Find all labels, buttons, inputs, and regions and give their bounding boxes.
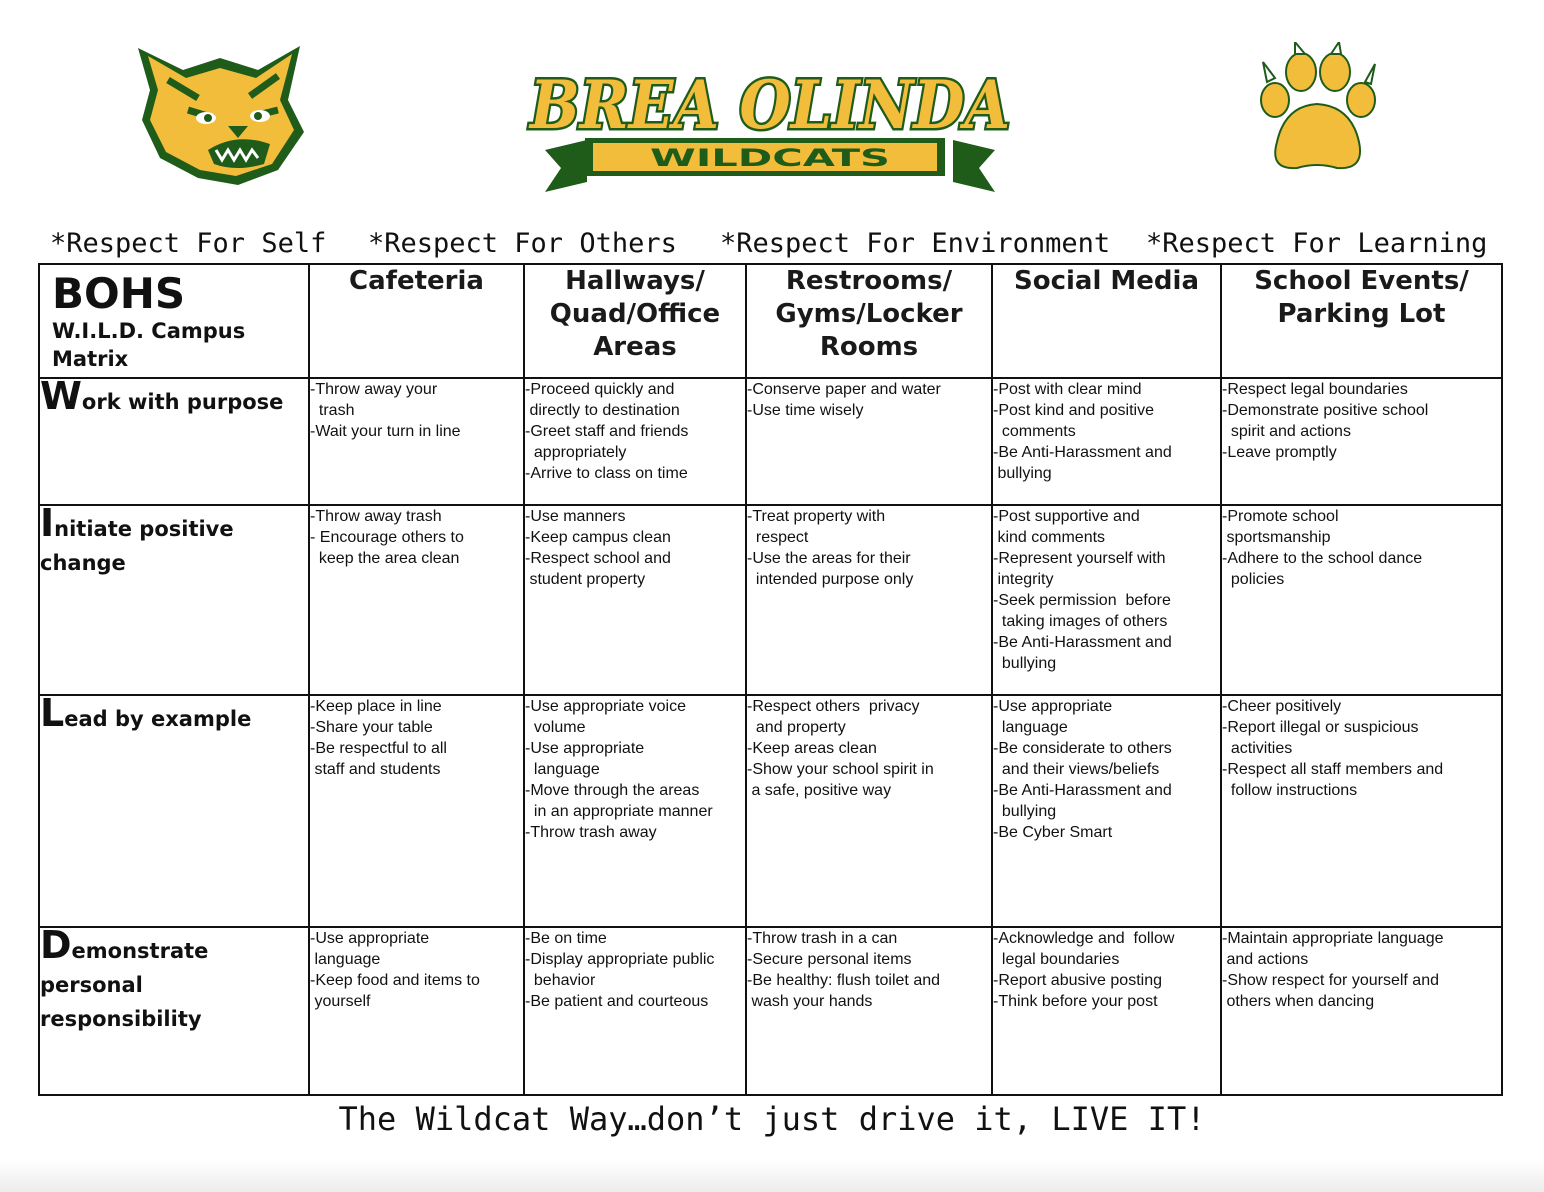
cell-text-line: and their views/beliefs: [993, 761, 1160, 778]
matrix-cell: [746, 505, 992, 695]
cell-text-line: -Be considerate to others: [993, 740, 1172, 757]
cell-text-line: -Be Cyber Smart: [993, 824, 1113, 841]
cell-text-line: -Represent yourself with: [993, 550, 1166, 567]
matrix-subtitle-line-1: W.I.L.D. Campus: [52, 319, 246, 343]
cell-text-line: directly to destination: [525, 402, 680, 419]
cell-text-line: legal boundaries: [993, 951, 1120, 968]
cell-text-line: -Keep areas clean: [747, 740, 877, 757]
matrix-cell: [992, 505, 1221, 695]
cell-text-line: -Respect school and: [525, 550, 671, 567]
matrix-title: BOHS: [52, 269, 186, 318]
row-header: [39, 691, 309, 927]
cell-text-line: -Respect all staff members and: [1222, 761, 1444, 778]
cell-text-line: -Maintain appropriate language: [1222, 930, 1444, 947]
column-header-text: School Events/: [1254, 266, 1469, 296]
matrix-cell: [309, 695, 524, 927]
cell-text-line: -Conserve paper and water: [747, 381, 941, 398]
cell-text-line: -Think before your post: [993, 993, 1158, 1010]
cell-text-line: -Wait your turn in line: [310, 423, 461, 440]
cell-text-line: -Post supportive and: [993, 508, 1140, 525]
cell-text-line: -Throw away your: [310, 381, 438, 398]
matrix-row-lead: [39, 695, 1502, 927]
value-respect-learning: *Respect For Learning: [1146, 228, 1488, 259]
matrix-row-initiate: [39, 505, 1502, 695]
column-header-text: Parking Lot: [1277, 299, 1446, 329]
matrix-subtitle-line-2: Matrix: [52, 347, 129, 371]
cell-text-line: behavior: [525, 972, 596, 989]
matrix-cell: [309, 378, 524, 505]
cell-text-line: -Be Anti-Harassment and: [993, 782, 1172, 799]
matrix-cell: [992, 378, 1221, 505]
row-header: [39, 374, 309, 505]
column-header-text: Restrooms/: [785, 266, 953, 296]
cell-text-line: -Acknowledge and follow: [993, 930, 1175, 947]
cell-text-line: -Use appropriate: [310, 930, 430, 947]
matrix-cell: [746, 378, 992, 505]
column-header-hallways: [524, 264, 746, 378]
cell-text-line: -Be Anti-Harassment and: [993, 634, 1172, 651]
cell-text-line: volume: [525, 719, 586, 736]
cell-text-line: -Show your school spirit in: [747, 761, 934, 778]
cell-text-line: spirit and actions: [1222, 423, 1351, 440]
cell-text-line: comments: [993, 423, 1076, 440]
cell-text-line: -Arrive to class on time: [525, 465, 688, 482]
matrix-cell: [746, 695, 992, 927]
column-header-restrooms: [746, 264, 992, 378]
row-header-text-line-2: responsibility: [40, 1007, 202, 1031]
cell-text-line: -Secure personal items: [747, 951, 912, 968]
value-respect-environment: *Respect For Environment: [720, 228, 1111, 259]
cell-text-line: -Use appropriate voice: [525, 698, 686, 715]
cell-text-line: -Keep place in line: [310, 698, 442, 715]
cell-text-line: -Post kind and positive: [993, 402, 1154, 419]
cell-text-line: -Be Anti-Harassment and: [993, 444, 1172, 461]
matrix-cell: [1221, 505, 1502, 695]
row-header-text: emonstrate personal: [40, 939, 209, 997]
column-header-cafeteria: [309, 264, 524, 378]
cell-text-line: bullying: [993, 465, 1052, 482]
value-respect-others: *Respect For Others: [368, 228, 677, 259]
cell-text-line: language: [525, 761, 600, 778]
cell-text-line: intended purpose only: [747, 571, 914, 588]
column-header-text: Quad/Office: [549, 299, 721, 329]
cell-text-line: -Keep campus clean: [525, 529, 671, 546]
cell-text-line: student property: [525, 571, 646, 588]
cell-text-line: -Adhere to the school dance: [1222, 550, 1423, 567]
core-values-bar: [50, 228, 1490, 264]
cell-text-line: -Greet staff and friends: [525, 423, 689, 440]
row-header: [39, 923, 309, 1095]
column-header-text: Social Media: [1014, 266, 1199, 296]
cell-text-line: - Encourage others to: [310, 529, 464, 546]
cell-text-line: -Seek permission before: [993, 592, 1171, 609]
cell-text-line: respect: [747, 529, 809, 546]
cell-text-line: -Report abusive posting: [993, 972, 1162, 989]
row-header-initial: W: [40, 374, 82, 418]
cell-text-line: language: [310, 951, 381, 968]
cell-text-line: -Be on time: [525, 930, 607, 947]
column-header-text: Hallways/: [565, 266, 705, 296]
cell-text-line: -Throw trash away: [525, 824, 657, 841]
row-header-initial: L: [40, 691, 65, 735]
matrix-cell: [1221, 695, 1502, 927]
page-bottom-shadow: [0, 1160, 1544, 1192]
column-header-text: Cafeteria: [349, 266, 484, 296]
cell-text-line: keep the area clean: [310, 550, 460, 567]
matrix-cell: [309, 927, 524, 1095]
cell-text-line: -Use the areas for their: [747, 550, 911, 567]
wordmark-sub-text: WILDCATS: [650, 144, 890, 172]
column-header-text: Rooms: [819, 332, 919, 362]
cell-text-line: -Show respect for yourself and: [1222, 972, 1439, 989]
row-header-initial: I: [40, 501, 55, 545]
cell-text-line: follow instructions: [1222, 782, 1358, 799]
paw-print-icon: [1255, 42, 1380, 177]
cell-text-line: -Treat property with: [747, 508, 886, 525]
cell-text-line: -Use appropriate: [993, 698, 1113, 715]
wildcat-mascot-logo: [128, 40, 313, 185]
cell-text-line: -Use time wisely: [747, 402, 864, 419]
column-header-text: Gyms/Locker: [775, 299, 963, 329]
cell-text-line: staff and students: [310, 761, 441, 778]
cell-text-line: -Respect legal boundaries: [1222, 381, 1408, 398]
matrix-row-demonstrate: [39, 927, 1502, 1095]
cell-text-line: -Use manners: [525, 508, 626, 525]
cell-text-line: a safe, positive way: [747, 782, 892, 799]
cell-text-line: -Demonstrate positive school: [1222, 402, 1429, 419]
column-header-text: Areas: [593, 332, 677, 362]
cell-text-line: taking images of others: [993, 613, 1168, 630]
row-header-initial: D: [40, 923, 72, 967]
matrix-cell: [1221, 927, 1502, 1095]
cell-text-line: -Promote school: [1222, 508, 1339, 525]
cell-text-line: -Be healthy: flush toilet and: [747, 972, 941, 989]
cell-text-line: -Cheer positively: [1222, 698, 1342, 715]
cell-text-line: in an appropriate manner: [525, 803, 713, 820]
cell-text-line: integrity: [993, 571, 1054, 588]
cell-text-line: others when dancing: [1222, 993, 1375, 1010]
cell-text-line: language: [993, 719, 1068, 736]
cell-text-line: -Report illegal or suspicious: [1222, 719, 1419, 736]
cell-text-line: -Be respectful to all: [310, 740, 447, 757]
brea-olinda-wordmark: [515, 42, 1025, 194]
cell-text-line: -Leave promptly: [1222, 444, 1337, 461]
matrix-cell: [309, 505, 524, 695]
cell-text-line: and property: [747, 719, 846, 736]
cell-text-line: -Move through the areas: [525, 782, 700, 799]
cell-text-line: -Throw trash in a can: [747, 930, 898, 947]
matrix-cell: [524, 505, 746, 695]
row-header-text: nitiate positive change: [40, 517, 234, 575]
cell-text-line: wash your hands: [747, 993, 873, 1010]
cell-text-line: activities: [1222, 740, 1293, 757]
cell-text-line: sportsmanship: [1222, 529, 1331, 546]
matrix-cell: [524, 378, 746, 505]
cell-text-line: bullying: [993, 803, 1057, 820]
cell-text-line: appropriately: [525, 444, 627, 461]
matrix-cell: [1221, 378, 1502, 505]
cell-text-line: -Use appropriate: [525, 740, 645, 757]
matrix-row-work: [39, 378, 1502, 505]
matrix-cell: [524, 695, 746, 927]
row-header: [39, 501, 309, 695]
cell-text-line: -Share your table: [310, 719, 433, 736]
cell-text-line: -Throw away trash: [310, 508, 442, 525]
cell-text-line: -Display appropriate public: [525, 951, 715, 968]
matrix-cell: [992, 927, 1221, 1095]
cell-text-line: -Keep food and items to: [310, 972, 480, 989]
matrix-corner-cell: [39, 264, 309, 378]
matrix-cell: [524, 927, 746, 1095]
cell-text-line: trash: [310, 402, 355, 419]
cell-text-line: -Respect others privacy: [747, 698, 920, 715]
cell-text-line: and actions: [1222, 951, 1309, 968]
row-header-text: ork with purpose: [81, 390, 284, 414]
cell-text-line: yourself: [310, 993, 371, 1010]
cell-text-line: -Be patient and courteous: [525, 993, 709, 1010]
value-respect-self: *Respect For Self: [50, 228, 327, 259]
cell-text-line: -Post with clear mind: [993, 381, 1142, 398]
column-header-social-media: [992, 264, 1221, 378]
slogan: The Wildcat Way…don’t just drive it, LIVE IT!: [338, 1100, 1206, 1138]
row-header-text: ead by example: [64, 707, 252, 731]
cell-text-line: policies: [1222, 571, 1285, 588]
wordmark-main-text: BREA OLINDA: [528, 66, 1010, 144]
cell-text-line: -Proceed quickly and: [525, 381, 675, 398]
wild-campus-matrix: [38, 263, 1503, 1096]
column-header-school-events: [1221, 264, 1502, 378]
cell-text-line: kind comments: [993, 529, 1106, 546]
cell-text-line: bullying: [993, 655, 1057, 672]
matrix-cell: [746, 927, 992, 1095]
matrix-cell: [992, 695, 1221, 927]
matrix-header-row: [39, 264, 1502, 378]
